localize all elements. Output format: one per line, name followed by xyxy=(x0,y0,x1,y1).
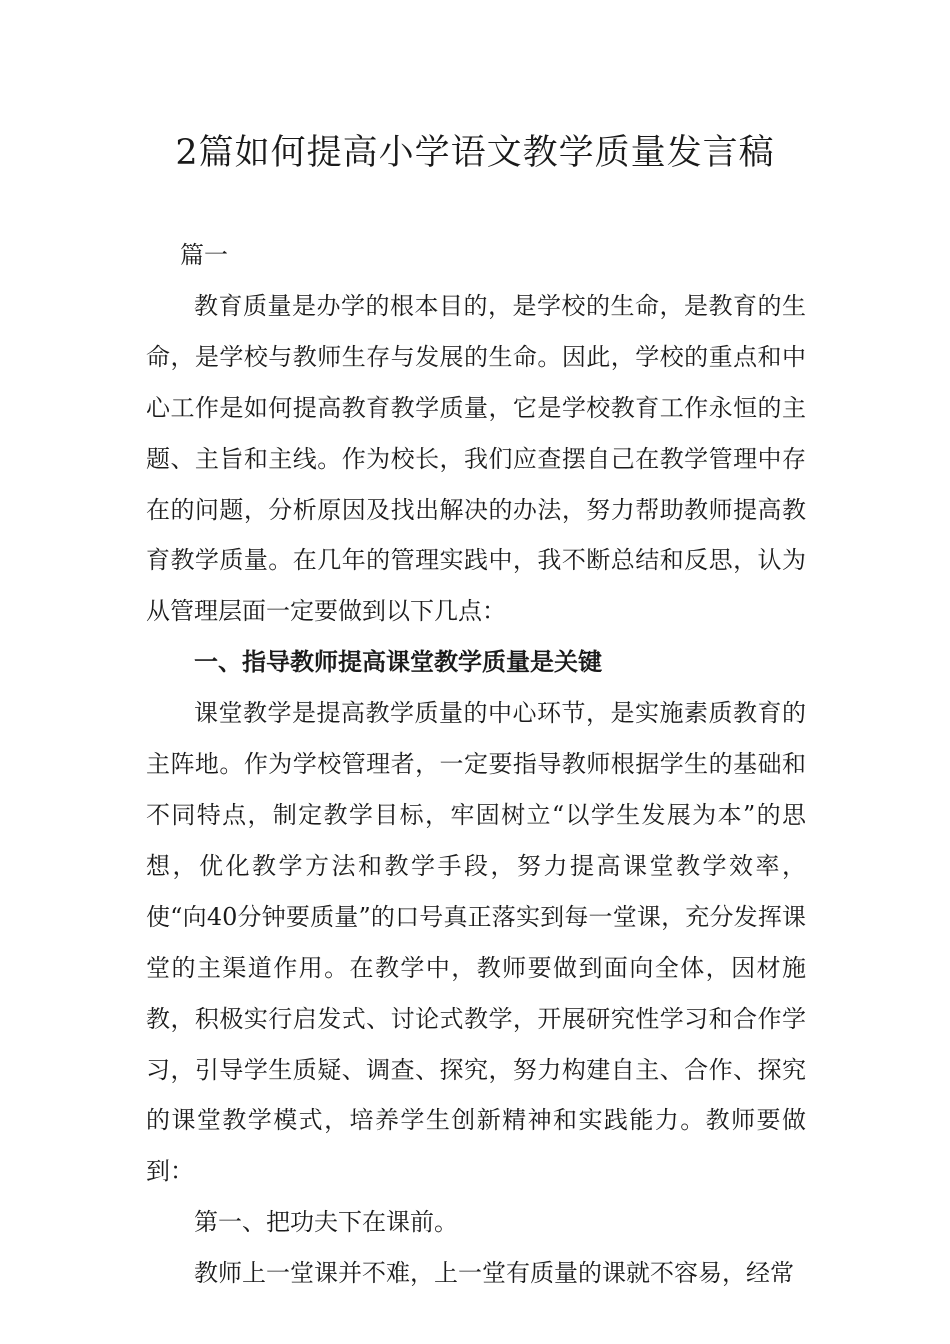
paragraph-intro: 教育质量是办学的根本目的，是学校的生命，是教育的生命，是学校与教师生存与发展的生命。因此，学校的重点和中心工作是如何提高教育教学质量，它是学校教育工作永恒的主题、主旨和主线。作为校长，我们应查摆自己在教学管理中存在的问题，分析原因及找出解决的办法，努力帮助教师提高教育教学质量。在几年的管理实践中，我不断总结和反思，认为从管理层面一定要做到以下几点： xyxy=(146,291,806,626)
section-heading: 一、指导教师提高课堂教学质量是关键 xyxy=(194,647,602,677)
document-title: 2篇如何提高小学语文教学质量发言稿 xyxy=(175,133,775,173)
document-body xyxy=(146,230,806,1299)
paragraph-point-one: 第一、把功夫下在课前。 xyxy=(194,1208,458,1237)
paragraph-classroom: 课堂教学是提高教学质量的中心环节，是实施素质教育的主阵地。作为学校管理者，一定要指导教师根据学生的基础和不同特点，制定教学目标，牢固树立“以学生发展为本”的思想，优化教学方法和教学手段，努力提高课堂教学效率，使“向40分钟要质量”的口号真正落实到每一堂课，充分发挥课堂的主渠道作用。在教学中，教师要做到面向全体，因材施教，积极实行启发式、讨论式教学，开展研究性学习和合作学习，引导学生质疑、调查、探究，努力构建自主、合作、探究的课堂教学模式，培养学生创新精神和实践能力。教师要做到： xyxy=(146,699,806,1186)
paragraph-continued: 教师上一堂课并不难，上一堂有质量的课就不容易，经常 xyxy=(194,1259,794,1288)
section-label: 篇一 xyxy=(180,241,228,269)
